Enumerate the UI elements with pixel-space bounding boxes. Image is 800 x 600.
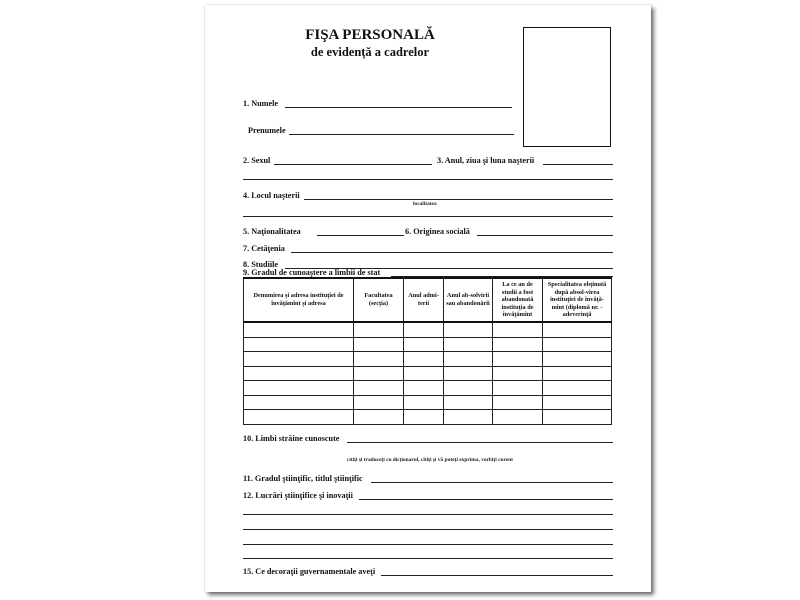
field-lucrari-line[interactable] — [243, 529, 613, 530]
table-cell[interactable] — [543, 381, 612, 396]
label-studiile: 8. Studiile — [243, 260, 279, 269]
table-cell[interactable] — [493, 381, 543, 396]
table-cell[interactable] — [543, 366, 612, 381]
table-header: Specialitatea obţinută după absol-virea instituţiei de învăţă-mînt (diplomă nr. - adeverinţă — [543, 278, 612, 322]
label-numele: 1. Numele — [243, 99, 279, 108]
table-cell[interactable] — [543, 322, 612, 337]
field-numele[interactable] — [285, 107, 512, 108]
table-cell[interactable] — [543, 395, 612, 410]
table-cell[interactable] — [404, 366, 444, 381]
label-cetatenia: 7. Cetăţenia — [243, 244, 285, 253]
label-limbi-straine: 10. Limbi străine cunoscute — [243, 434, 340, 443]
field-cetatenia[interactable] — [291, 252, 613, 253]
caption-localitatea: localitatea — [413, 201, 437, 207]
table-cell[interactable] — [404, 381, 444, 396]
label-decoratii: 15. Ce decoraţii guvernamentale aveţi — [243, 567, 376, 576]
field-limbi-straine[interactable] — [347, 442, 613, 443]
table-cell[interactable] — [244, 366, 354, 381]
label-gradul-stiintific: 11. Gradul ştiinţific, titlul ştiinţific — [243, 474, 363, 483]
field-lucrari-line[interactable] — [243, 558, 613, 559]
table-cell[interactable] — [244, 322, 354, 337]
table-cell[interactable] — [404, 395, 444, 410]
table-cell[interactable] — [354, 395, 404, 410]
table-row — [244, 395, 612, 410]
table-cell[interactable] — [444, 395, 493, 410]
table-cell[interactable] — [404, 352, 444, 367]
label-prenumele: Prenumele — [248, 126, 286, 135]
table-row — [244, 366, 612, 381]
field-lucrari-line[interactable] — [243, 544, 613, 545]
field-prenumele[interactable] — [289, 134, 514, 135]
field-originea-sociala[interactable] — [477, 235, 613, 236]
table-cell[interactable] — [444, 410, 493, 425]
field-lucrari[interactable] — [359, 499, 613, 500]
label-originea-sociala: 6. Originea socială — [405, 227, 470, 236]
table-header: Denumirea şi adresa instituţiei de învăţămînt şi adresa — [244, 278, 354, 322]
table-cell[interactable] — [354, 322, 404, 337]
table-cell[interactable] — [444, 352, 493, 367]
table-row — [244, 337, 612, 352]
label-sexul: 2. Sexul — [243, 156, 271, 165]
field-sexul[interactable] — [274, 164, 432, 165]
table-cell[interactable] — [244, 381, 354, 396]
label-nationalitatea: 5. Naţionalitatea — [243, 227, 301, 236]
table-cell[interactable] — [543, 352, 612, 367]
field-line-extra[interactable] — [243, 216, 613, 217]
table-cell[interactable] — [404, 322, 444, 337]
table-cell[interactable] — [493, 366, 543, 381]
table-cell[interactable] — [404, 410, 444, 425]
form-sheet — [205, 5, 651, 592]
studies-table — [243, 277, 612, 425]
photo-box — [523, 27, 611, 147]
label-anul-nasterii: 3. Anul, ziua şi luna naşterii — [437, 156, 535, 165]
field-nationalitatea[interactable] — [317, 235, 404, 236]
table-cell[interactable] — [543, 410, 612, 425]
table-cell[interactable] — [493, 337, 543, 352]
table-header-row — [244, 278, 612, 322]
field-gradul-stiintific[interactable] — [371, 482, 613, 483]
table-cell[interactable] — [444, 381, 493, 396]
table-cell[interactable] — [404, 337, 444, 352]
label-locul-nasterii: 4. Locul naşterii — [243, 191, 300, 200]
table-cell[interactable] — [244, 395, 354, 410]
field-line-extra[interactable] — [243, 179, 613, 180]
table-header: Anul ab-solvirii sau abandonării — [444, 278, 493, 322]
table-cell[interactable] — [354, 352, 404, 367]
table-body — [244, 322, 612, 424]
table-cell[interactable] — [354, 337, 404, 352]
form-subtitle: de evidenţă a cadrelor — [310, 45, 430, 59]
table-cell[interactable] — [354, 381, 404, 396]
table-cell[interactable] — [244, 337, 354, 352]
table-cell[interactable] — [354, 366, 404, 381]
table-row — [244, 322, 612, 337]
table-cell[interactable] — [244, 352, 354, 367]
table-row — [244, 410, 612, 425]
caption-limbi: citiţi şi traduceţi cu dicţionarul, citiţi şi vă puteţi exprima, vorbiţi curent — [347, 457, 513, 463]
label-lucrari: 12. Lucrări ştiinţifice şi inovaţii — [243, 491, 353, 500]
table-cell[interactable] — [444, 322, 493, 337]
table-header: La ce an de studii a fost abandonată instituţia de învăţămînt — [493, 278, 543, 322]
table-cell[interactable] — [244, 410, 354, 425]
field-locul-nasterii[interactable] — [304, 199, 613, 200]
table-cell[interactable] — [493, 410, 543, 425]
table-header: Anul admi-terii — [404, 278, 444, 322]
table-row — [244, 381, 612, 396]
form-title: FIŞA PERSONALĂ — [305, 27, 435, 43]
table-cell[interactable] — [444, 366, 493, 381]
field-anul-nasterii[interactable] — [543, 164, 613, 165]
table-cell[interactable] — [493, 395, 543, 410]
table-header: Facultatea (secţia) — [354, 278, 404, 322]
table-cell[interactable] — [543, 337, 612, 352]
table-cell[interactable] — [493, 352, 543, 367]
field-decoratii[interactable] — [381, 575, 613, 576]
table-cell[interactable] — [354, 410, 404, 425]
table-cell[interactable] — [444, 337, 493, 352]
label-gradul-limbii: 9. Gradul de cunoaştere a limbii de stat — [243, 268, 381, 277]
table-cell[interactable] — [493, 322, 543, 337]
field-lucrari-line[interactable] — [243, 514, 613, 515]
table-row — [244, 352, 612, 367]
